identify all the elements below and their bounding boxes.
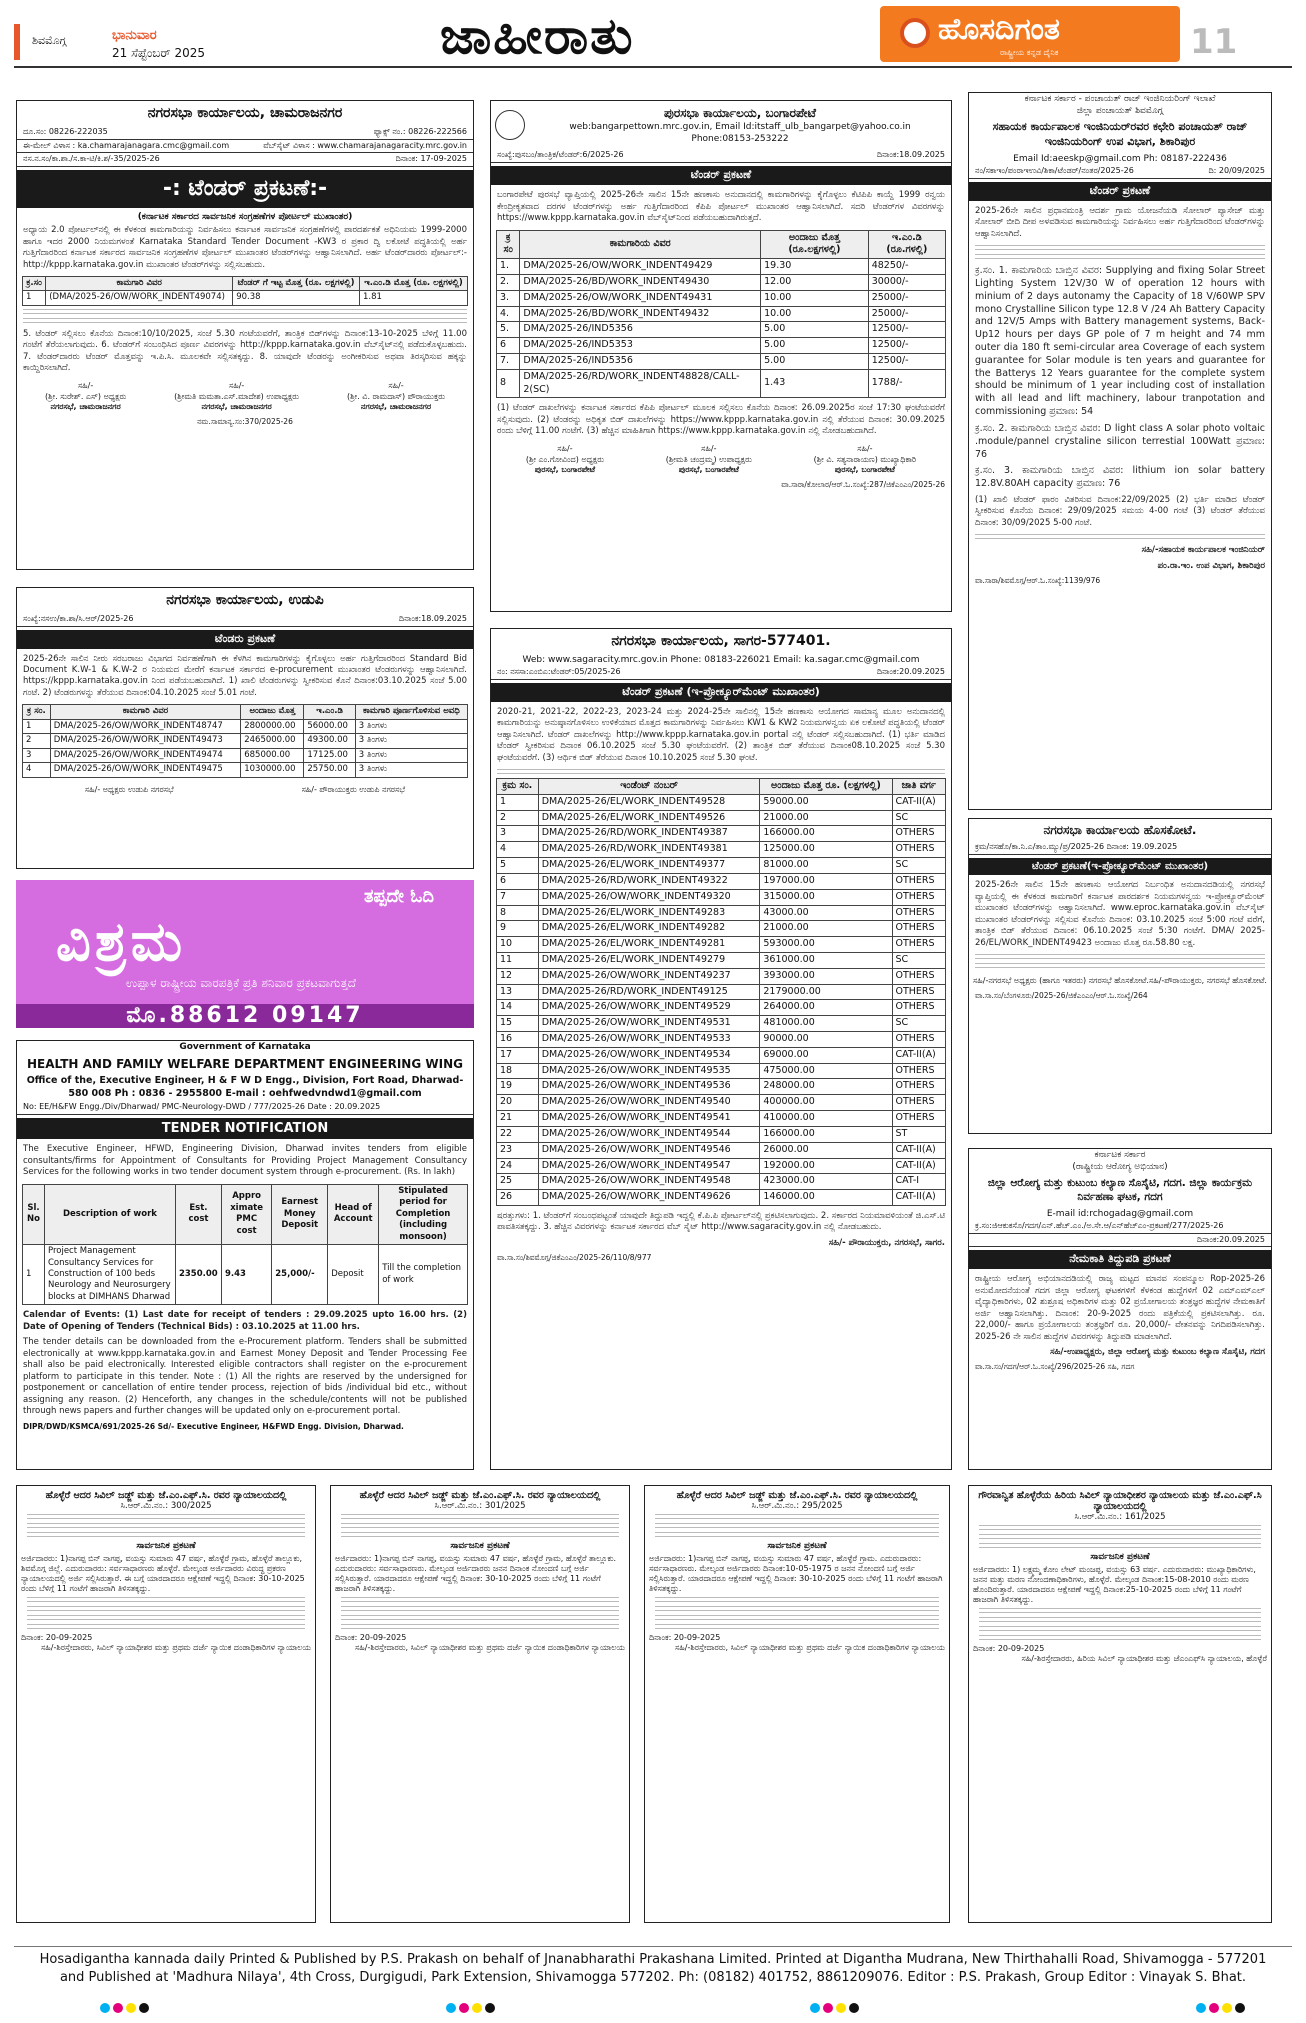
gov-sublabel: (ರಾಷ್ಟ್ರೀಯ ಆರೋಗ್ಯ ಅಭಿಯಾನ) — [1072, 1162, 1168, 1173]
notice-title: ಸಾರ್ವಜನಿಕ ಪ್ರಕಟಣೆ — [1090, 1552, 1150, 1562]
table-row: 11 DMA/2025-26/EL/WORK_INDENT49279 361000.00 SC — [497, 952, 946, 968]
work-item: ಕ್ರ.ಸಂ. 1. ಕಾಮಗಾರಿಯ ಬಾಬ್ತಿನ ವಿವರ: Supplying and fixing Solar Street Lighting System 12V/30 W of operation 12 hours with minium of 2 days autonamy the Capacity of 18 V/60WP SPV mono Crystalline Silicon type 12.8 V /24 Ah Battery Capacity and 12V/5 Amps with Battery management systems, Back-Up12 hours per days GP pole of 7 m height and 74 mm outer dia 180 ft semi-circular area Coverage of each system guarantee for Solar module is ten years and guarantee for the Batterys 12 Years guarantee for the complete system should be minimum of 1 year including cost of installation with all lead and lift machinery, labour tranpotation and commissioning ಪ್ರಮಾಣ: 54 — [975, 265, 1265, 418]
table-row: 4 DMA/2025-26/OW/WORK_INDENT49475 1030000.00 25750.00 3 ತಿಂಗಳು — [23, 763, 468, 777]
ref-date: ದಿನಾಂಕ:20.09.2025 — [969, 1234, 1271, 1248]
contact-web: ವೆಬ್‌ಸೈಟ್ ವಿಳಾಸ : www.chamarajanagaracity.mrc.gov.in — [263, 140, 467, 150]
table-row: 14 DMA/2025-26/OW/WORK_INDENT49529 264000.00 OTHERS — [497, 1000, 946, 1016]
tender-table: ಕ್ರ ಸಂ ಕಾಮಗಾರಿಯ ವಿವರ ಅಂದಾಜು ಮೊತ್ತ (ರೂ.ಲಕ್ಷಗಳಲ್ಲಿ) ಇ.ಎಂ.ಡಿ (ರೂ.ಗಳಲ್ಲಿ) 1. DMA/2025-26/OW/WORK_INDENT49429 19.30 48250/- 2. DMA/2025-26/BD/WORK_INDENT49430 12.00 30000/- 3. DMA/2025-26/OW/WORK_INDENT49431 10.00 25000/- 4. DMA/2025-26/BD/WORK_INDENT49432 10.00 25000/- 5. DMA/2025-26/IND5356 5.00 12500/- 6 DMA/2025-26/IND5353 5.00 12500/- 7. DMA/2025-26/IND5356 5.00 12500/- 8 DMA/2025-26/RD/WORK_INDENT48828/CALL-2(SC) 1.43 1788/- — [496, 230, 946, 399]
logo-emblem-icon — [900, 18, 930, 48]
signature-block: ಸಹಿ/-ಶಿರಸ್ತೇದಾರರು, ಸಿವಿಲ್ ನ್ಯಾಯಾಧೀಶರ ಮತ್ತು ಪ್ರಥಮ ದರ್ಜೆ ನ್ಯಾಯಿಕ ದಂಡಾಧಿಕಾರಿಗಳ ನ್ಯಾಯಾಲಯ — [355, 1643, 625, 1652]
table-row: 7 DMA/2025-26/OW/WORK_INDENT49320 315000.00 OTHERS — [497, 889, 946, 905]
contact-web: web:bangarpettown.mrc.gov.in, Email Id:itstaff_ulb_bangarpet@yahoo.co.in — [569, 122, 911, 133]
work-item: ಕ್ರ.ಸಂ. 2. ಕಾಮಗಾರಿಯ ಬಾಬ್ತಿನ ವಿವರ: D light class A solar photo voltaic .module/pannel crystaline silicon terrestial 100Watt ಪ್ರಮಾಣ: 76 — [975, 422, 1265, 460]
accent-bar — [14, 24, 20, 60]
signature-row — [17, 781, 473, 798]
table-row: 15 DMA/2025-26/OW/WORK_INDENT49531 481000.00 SC — [497, 1016, 946, 1032]
signature-block: ಸಹಿ/-ಪೌರಾಯುಕ್ತರು, ನಗರಸಭೆ ಹೊಸಕೋಟೆ. — [1148, 976, 1267, 986]
table-row: 10 DMA/2025-26/EL/WORK_INDENT49281 593000.00 OTHERS — [497, 937, 946, 953]
ad-subtitle: (ಕರ್ನಾಟಕ ಸರ್ಕಾರದ ಸಾರ್ವಜನಿಕ ಸಂಗ್ರಹಣೆಗಳ ಪೋರ್ಟಲ್ ಮುಖಾಂತರ) — [137, 211, 353, 222]
gov-label: ಕರ್ನಾಟಕ ಸರ್ಕಾರ — [1094, 1150, 1146, 1160]
ad-footer: ನಮ.ಸಾಮಾನ್ಯ.ಸಂ:370/2025-26 — [197, 417, 293, 427]
ref-number: ನಂ/ಸಕಾಇಂ/ಪಂರಾಇಉವಿ/ಶಿಕಾ/ಟೆಂಡರ್/ನಂತರ/2025-26 — [975, 166, 1134, 176]
edition-day: ಭಾನುವಾರ — [112, 28, 157, 43]
table-row: 5. DMA/2025-26/IND5356 5.00 12500/- — [497, 322, 946, 338]
table-row: 22 DMA/2025-26/OW/WORK_INDENT49544 166000.00 ST — [497, 1126, 946, 1142]
case-number: ಸಿ.ಆರ್.ಮಿ.ನಂ.: 295/2025 — [751, 1501, 843, 1511]
ad-body: ಬಂಗಾರಪೇಟೆ ಪುರಸಭೆ ವ್ಯಾಪ್ತಿಯಲ್ಲಿ 2025-26ನೇ ಸಾಲಿನ 15ನೇ ಹಣಕಾಸು ಅನುದಾನದಲ್ಲಿ ಕಾಮಗಾರಿಗಳನ್ನು ಕೈಗೊಳ್ಳಲು ಕೆಟಿಪಿಪಿ ಕಾಯ್ದೆ 1999 ರನ್ವಯ ಕೇಂದ್ರೀಕೃತವಾದ ದರಗಳ ಟೆಂಡರ್‌ಗಳನ್ನು ಅರ್ಹ ಗುತ್ತಿಗೆದಾರರಿಂದ ಕೆಪಿಪಿ ಪೋರ್ಟಲ್ ಮುಖಾಂತರ ಆಹ್ವಾನಿಸಲಾಗಿದೆ. ಸದರಿ ಟೆಂಡರ್‌ಗಳ ವಿವರಗಳನ್ನು https://www.kppp.karnataka.gov.in ವೆಬ್‌ಸೈಟ್‌ನಿಂದ ಪಡೆಯಬಹುದಾಗಿರುತ್ತದೆ. — [497, 190, 945, 224]
court-heading: ಹೊಳ್ಳೆರೆ ಆದರ ಸಿವಿಲ್ ಜಡ್ಜ್ ಮತ್ತು ಜೆ.ಎಂ.ಎಫ್.ಸಿ. ರವರ ನ್ಯಾಯಾಲಯದಲ್ಲಿ — [676, 1490, 918, 1501]
tender-banner: -: ಟೆಂಡರ್ ಪ್ರಕಟಣೆ:- — [17, 170, 473, 208]
logo-tagline: ರಾಷ್ಟ್ರೀಯ ಕನ್ನಡ ದೈನಿಕ — [1000, 48, 1059, 57]
case-number: ಸಿ.ಆರ್.ಮಿ.ನಂ.: 301/2025 — [434, 1501, 526, 1511]
edition-place: ಶಿವಮೊಗ್ಗ — [32, 34, 67, 47]
signature-block: ಸಹಿ/- (ಶ್ರೀ. ವಿ. ರಾಮದಾಸ್) ಪೌರಾಯುಕ್ತರು ನಗರಸಭೆ, ಚಾಮರಾಜನಗರ — [347, 380, 446, 412]
table-row: 23 DMA/2025-26/OW/WORK_INDENT49546 26000.00 CAT-II(A) — [497, 1142, 946, 1158]
office-address: Office of the, Executive Engineer, H & F W D Engg., Division, Fort Road, Dharwad-580 008 Ph : 0836 - 2955800 E-mail : oehfwedvndwd1@gmail.com — [26, 1075, 464, 1100]
table-row: 9 DMA/2025-26/EL/WORK_INDENT49282 21000.00 OTHERS — [497, 921, 946, 937]
footer-line: Hosadigantha kannada daily Printed & Published by P.S. Prakash on behalf of Jnanabharathi Prakashana Limited. Printed at Digantha Mudrana, New Thirthahalli Road, Shivamogga - 577201 — [39, 1952, 1267, 1967]
notice-body: ಅರ್ಜಿದಾರರು: 1) ಲಕ್ಷ್ಮಮ್ಮ ಕೋಂ ಲೇಟ್ ಮಂಜಪ್ಪ, ವಯಸ್ಸು 63 ವರ್ಷ. ಎದುರುದಾರರು: ಮುಖ್ಯಾಧಿಕಾರಿಗಳು, ಜನನ ಮತ್ತು ಮರಣ ನೋಂದಣಾಧಿಕಾರಿಗಳು, ಹೊಳ್ಳೆರೆ. ಮೇಲ್ಕಂಡ ದಿನಾಂಕ:15-08-2010 ರಂದು ಮರಣ ಹೊಂದಿರುತ್ತಾರೆ. ಯಾರದಾದರೂ ಆಕ್ಷೇಪಣೆ ಇದ್ದಲ್ಲಿ ದಿನಾಂಕ:25-10-2025 ರಂದು ಬೆಳಿಗ್ಗೆ 11 ಗಂಟೆಗೆ ಹಾಜರಾಗಿ ತಿಳಿಸತಕ್ಕದ್ದು. — [973, 1565, 1256, 1604]
ad-title: ಜಿಲ್ಲಾ ಆರೋಗ್ಯ ಮತ್ತು ಕುಟುಂಬ ಕಲ್ಯಾಣ ಸೊಸೈಟಿ, ಗದಗ. ಜಿಲ್ಲಾ ಕಾರ್ಯಕ್ರಮ ನಿರ್ವಹಣಾ ಘಟಕ, ಗದಗ — [987, 1177, 1253, 1204]
notice-title: ಸಾರ್ವಜನಿಕ ಪ್ರಕಟಣೆ — [136, 1541, 196, 1551]
contact-web: Web: www.sagaracity.mrc.gov.in Phone: 08183-226021 Email: ka.sagar.cmc@gmail.com — [522, 654, 920, 665]
signature-row — [491, 440, 951, 478]
ad-body: 2025-26ನೇ ಸಾಲಿನ ನೀರು ಸರಬರಾಜು ವಿಭಾಗದ ನಿರ್ವಹಣೆಗಾಗಿ ಈ ಕೆಳಗಿನ ಕಾಮಗಾರಿಗಳನ್ನು ಕೈಗೊಳ್ಳಲು ಅರ್ಹ ಗುತ್ತಿಗೆದಾರರಿಂದ Standard Bid Document K.W-1 & K.W-2 ರ ನಿಯಮದ ಮೇರೆಗೆ ಕರ್ನಾಟಕ ಸರ್ಕಾರದ e-procurement ಮುಖಾಂತರ ಟೆಂಡರುಗಳನ್ನು ಆಹ್ವಾನಿಸಲಾಗಿದೆ. https://kppp.karnataka.gov.in ನಿಂದ ಪಡೆಯಬಹುದಾಗಿದೆ. 1) ಖಾಲಿ ಟೆಂಡರುಗಳನ್ನು ಸ್ವೀಕರಿಸುವ ಕೊನೆ ದಿನಾಂಕ:03.10.2025 ಸಂಜೆ 5.00 ಗಂಟೆ. 2) ಟೆಂಡರುಗಳನ್ನು ತೆರೆಯುವ ದಿನಾಂಕ:04.10.2025 ಸಂಜೆ 5.01 ಗಂಟೆ. — [23, 653, 467, 698]
court-notice — [16, 1485, 316, 1923]
ad-title: HEALTH AND FAMILY WELFARE DEPARTMENT ENGINEERING WING — [27, 1057, 463, 1072]
ad-title: ನಗರಸಭಾ ಕಾರ್ಯಾಲಯ ಹೊಸಕೋಟೆ. — [1043, 823, 1197, 837]
notice-body: ಅರ್ಜಿದಾರರು: 1)ನಾಗಪ್ಪ ಬಿನ್ ನಾಗಪ್ಪ, ವಯಸ್ಸು ಸುಮಾರು 47 ವರ್ಷ, ಹೊಳ್ಳೆರೆ ಗ್ರಾಮ. ಎದುರುದಾರರು: ಸರ್ವಸಾಧಾರಣರು. ಮೇಲ್ಕಂಡ ಅರ್ಜಿದಾರರು ದಿನಾಂಕ:10-05-1975 ರ ಜನನ ನೋಂದಣಿ ಬಗ್ಗೆ ಅರ್ಜಿ ಸಲ್ಲಿಸಿರುತ್ತಾರೆ. ಯಾರದಾದರೂ ಆಕ್ಷೇಪಣೆ ಇದ್ದಲ್ಲಿ ದಿನಾಂಕ: 30-10-2025 ರಂದು ಬೆಳಿಗ್ಗೆ 11 ಗಂಟೆಗೆ ಹಾಜರಾಗಿ ತಿಳಿಸತಕ್ಕದ್ದು. — [649, 1554, 943, 1593]
ref-date: ದಿನಾಂಕ:18.09.2025 — [876, 150, 945, 160]
ad-shikaripura — [968, 92, 1272, 810]
table-row: 19 DMA/2025-26/OW/WORK_INDENT49536 248000.00 OTHERS — [497, 1079, 946, 1095]
registration-marks — [1196, 2003, 1245, 2013]
tender-banner: ಟೆಂಡರ್ ಪ್ರಕಟಣೆ (ಇ-ಪ್ರೋಕ್ಯೂರ್‌ಮೆಂಟ್ ಮುಖಾಂತರ) — [491, 683, 951, 702]
ref-number: ಕ್ರ.ಸಂ:ಜಿಆಕುಕಸೊ/ಗದಗ/ಎನ್.ಹೆಚ್.ಎಂ./ಅ.ಸೇ.ಆ/ಎನ್‌ಹೆಚ್‌ಎಂ-ಪ್ರಕಟಣೆ/277/2025-26 — [969, 1220, 1271, 1234]
newspaper-logo — [880, 6, 1180, 62]
table-header: ಕ್ರ.ಸಂ — [23, 276, 46, 290]
masthead — [0, 0, 1306, 66]
ad-notes: The tender details can be downloaded from the e-Procurement platform. Tenders shall be submitted electronically at www.kppp.karnataka.gov.in and Earnest Money Deposit and Tender Processing Fee shall also be paid electronically. Interested eligible contractors shall register on the e-procurement platform to participate in this tender. Note : (1) All the rights are reserved by the undersigned for postponement or cancellation of entire tender process, rejection of bids /individual bid etc., without assigning any reason. (2) Henceforth, any changes in the schedule/contents will not be published through news papers and further changes will be updated only on e-procurement portal. — [23, 1337, 467, 1417]
table-row: 8 DMA/2025-26/EL/WORK_INDENT49283 43000.00 OTHERS — [497, 905, 946, 921]
table-row: 7. DMA/2025-26/IND5356 5.00 12500/- — [497, 354, 946, 370]
contact-fax: ಫ್ಯಾಕ್ಸ್ ನಂ.: 08226-222566 — [373, 126, 467, 136]
signature-office: ಪಂ.ರಾ.ಇಂ. ಉಪ ವಿಭಾಗ, ಶಿಕಾರಿಪುರ — [1157, 560, 1265, 571]
ref-date: ದಿನಾಂಕ:20.09.2025 — [876, 667, 945, 677]
ad-notes: 5. ಟೆಂಡರ್ ಸಲ್ಲಿಸಲು ಕೊನೆಯ ದಿನಾಂಕ:10/10/2025, ಸಂಜೆ 5.30 ಗಂಟೆಯವರೆಗೆ, ತಾಂತ್ರಿಕ ಬಿಡ್‌ಗಳನ್ನು ದಿನಾಂಕ:13-10-2025 ಬೆಳಿಗ್ಗೆ 11.00 ಗಂಟೆಗೆ ತೆರೆಯಲಾಗುವುದು. 6. ಟೆಂಡರ್‌ಗೆ ಸಂಬಂಧಿಸಿದ ಪೂರ್ಣ ವಿವರಗಳನ್ನು http://kppp.karnataka.gov.in ವೆಬ್‌ಸೈಟ್‌ನಲ್ಲಿ ಪಡೆದುಕೊಳ್ಳಬಹುದು. 7. ಟೆಂಡರ್‌ದಾರರು ಟೆಂಡರ್ ಮೊತ್ತವನ್ನು ಇ.ಪಿ.ಸಿ. ಮೂಲಕವೇ ಸಲ್ಲಿಸತಕ್ಕದ್ದು. 8. ಯಾವುದೇ ಟೆಂಡರನ್ನು ಅಂಗೀಕರಿಸುವ ಅಥವಾ ತಿರಸ್ಕರಿಸುವ ಹಕ್ಕನ್ನು ಕಾಯ್ದಿರಿಸಲಾಗಿದೆ. — [23, 328, 467, 374]
ref-number: ಸಂಖ್ಯೆ:ನಸಉ/ಕಾ.ಶಾ/ಸಿ.ಆರ್/2025-26 — [23, 613, 134, 623]
ad-footer: ವಾ.ಸಾ.ಸಂ/ಬೆಂಗಳೂರು/2025-26/ಜಿಕೆಎಂಎಂ/ಆರ್.ಓ.ಸಂಖ್ಯೆ/264 — [975, 991, 1148, 1001]
ad-footer: ವಾ.ಸಾರಾ/ಕೋಲಾರ/ಆರ್.ಓ.ಸಂಖ್ಯೆ:287/ಜಿಕೆಎಂಎಂ/2025-26 — [781, 480, 945, 490]
table-row: 8 DMA/2025-26/RD/WORK_INDENT48828/CALL-2(SC) 1.43 1788/- — [497, 369, 946, 398]
ref-line: No: EE/H&FW Engg./Div/Dharwad/ PMC-Neurology-DWD / 777/2025-26 Date : 20.09.2025 — [17, 1101, 473, 1115]
ref-number: ನಂ: ನಸಸಾ:ಎಂಬಿಎ:ಟೆಂಡರ್:05/2025-26 — [497, 667, 621, 677]
tender-banner: ಟೆಂಡರ್ ಪ್ರಕಟಣೆ — [491, 166, 951, 185]
ref-date: ದಿನಾಂಕ:18.09.2025 — [398, 613, 467, 623]
table-header: ಕಾಮಗಾರಿ ವಿವರ — [46, 276, 233, 290]
ad-phone: ಮೊ.88612 09147 — [16, 1004, 474, 1028]
signature-block: ಸಹಿ/-ಶಿರಸ್ತೇದಾರರು, ಹಿರಿಯ ಸಿವಿಲ್ ನ್ಯಾಯಾಧೀಶರ ಮತ್ತು ಜೆಎಂಎಫ್‌ಸಿ ನ್ಯಾಯಾಲಯ, ಹೊಳ್ಳೆರೆ — [1021, 1654, 1267, 1663]
signature-block: ಸಹಿ/- ಅಧ್ಯಕ್ಷರು ಉಡುಪಿ ನಗರಸಭೆ — [84, 784, 174, 794]
court-heading: ಹೊಳ್ಳೆರೆ ಆದರ ಸಿವಿಲ್ ಜಡ್ಜ್ ಮತ್ತು ಜೆ.ಎಂ.ಎಫ್.ಸಿ. ರವರ ನ್ಯಾಯಾಲಯದಲ್ಲಿ — [45, 1490, 287, 1501]
table-row: 24 DMA/2025-26/OW/WORK_INDENT49547 192000.00 CAT-II(A) — [497, 1158, 946, 1174]
ad-title: ಪುರಸಭಾ ಕಾರ್ಯಾಲಯ, ಬಂಗಾರಪೇಟೆ — [664, 106, 816, 120]
table-row: 1 DMA/2025-26/EL/WORK_INDENT49528 59000.00 CAT-II(A) — [497, 794, 946, 810]
gov-label: ಕರ್ನಾಟಕ ಸರ್ಕಾರ - ಪಂಚಾಯತ್ ರಾಜ್ ಇಂಜಿನಿಯರಿಂಗ್ ಇಲಾಖೆ — [1024, 94, 1216, 104]
table-row: 3 DMA/2025-26/RD/WORK_INDENT49387 166000.00 OTHERS — [497, 826, 946, 842]
signature-block: ಸಹಿ/- (ಶ್ರೀ ಎಂ.ಗೋವಿಂದ) ಅಧ್ಯಕ್ಷರು ಪುರಸಭೆ, ಬಂಗಾರಪೇಟೆ — [525, 443, 605, 475]
ad-notes: (1) ಖಾಲಿ ಟೆಂಡರ್ ಫಾರಂ ವಿತರಿಸುವ ದಿನಾಂಕ:22/09/2025 (2) ಭರ್ತಿ ಮಾಡಿದ ಟೆಂಡರ್ ಸ್ವೀಕರಿಸುವ ಕೊನೆಯ ದಿನಾಂಕ: 29/09/2025 ಸಮಯ 4-00 ಗಂಟೆ (3) ಟೆಂಡರ್ ತೆರೆಯುವ ದಿನಾಂಕ: 30/09/2025 5-00 ಗಂಟೆ. — [975, 494, 1265, 528]
ad-title: ನಗರಸಭಾ ಕಾರ್ಯಾಲಯ, ಉಡುಪಿ — [166, 592, 324, 608]
table-row: 12 DMA/2025-26/OW/WORK_INDENT49237 393000.00 OTHERS — [497, 968, 946, 984]
table-row: 1 Project Management Consultancy Services for Construction of 100 beds Neurology and Neurosurgery blocks at DIMHANS Dharwad 2350.00 9.43 25,000/- Deposit Till the completion of work — [23, 1245, 468, 1305]
ad-chamarajanagar — [16, 100, 474, 570]
work-item: ಕ್ರ.ಸಂ. 3. ಕಾಮಗಾರಿಯ ಬಾಬ್ತಿನ ವಿವರ: lithium ion solar battery 12.8V.80AH capacity ಪ್ರಮಾಣ: 76 — [975, 465, 1265, 490]
notice-banner: ನೇಮಕಾತಿ ತಿದ್ದುಪಡಿ ಪ್ರಕಟಣೆ — [969, 1250, 1271, 1269]
table-row: 17 DMA/2025-26/OW/WORK_INDENT49534 69000.00 CAT-II(A) — [497, 1047, 946, 1063]
ad-title: ನಗರಸಭಾ ಕಾರ್ಯಾಲಯ, ಸಾಗರ-577401. — [611, 633, 831, 649]
ad-gadag — [968, 1148, 1272, 1470]
registration-marks — [100, 2003, 149, 2013]
table-row: 18 DMA/2025-26/OW/WORK_INDENT49535 475000.00 OTHERS — [497, 1063, 946, 1079]
ad-hosakote — [968, 818, 1272, 1134]
contact-email: ಈ-ಮೇಲ್ ವಿಳಾಸ : ka.chamarajanagara.cmc@gmail.com — [23, 140, 230, 150]
table-row: 13 DMA/2025-26/RD/WORK_INDENT49125 2179000.00 OTHERS — [497, 984, 946, 1000]
notice-body: ಅರ್ಜಿದಾರರು: 1)ನಾಗಪ್ಪ ಬಿನ್ ನಾಗಪ್ಪ, ವಯಸ್ಸು ಸುಮಾರು 47 ವರ್ಷ, ಹೊಳ್ಳೆರೆ ಗ್ರಾಮ, ಹೊಳ್ಳೆರೆ ತಾಲ್ಲೂಕು. ಎದುರುದಾರರು: ಸರ್ವಸಾಧಾರಣರು. ಮೇಲ್ಕಂಡ ಅರ್ಜಿದಾರರು ಜನನ ದಿನಾಂಕ ನೋಂದಣಿ ಬಗ್ಗೆ ಅರ್ಜಿ ಸಲ್ಲಿಸಿರುತ್ತಾರೆ. ಯಾರದಾದರೂ ಆಕ್ಷೇಪಣೆ ಇದ್ದಲ್ಲಿ ದಿನಾಂಕ: 30-10-2025 ರಂದು ಬೆಳಿಗ್ಗೆ 11 ಗಂಟೆಗೆ ಹಾಜರಾಗಿ ತಿಳಿಸತಕ್ಕದ್ದು. — [335, 1554, 617, 1593]
tender-table: ಕ್ರಮ ಸಂ. ಇಂಡೆಂಟ್ ನಂಬರ್ ಅಂದಾಜು ಮೊತ್ತ ರೂ. (ಲಕ್ಷಗಳಲ್ಲಿ) ಜಾತಿ ವರ್ಗ 1 DMA/2025-26/EL/WORK_INDENT49528 59000.00 CAT-II(A) 2 DMA/2025-26/EL/WORK_INDENT49526 21000.00 SC 3 DMA/2025-26/RD/WORK_INDENT49387 166000.00 OTHERS 4 DMA/2025-26/RD/WORK_INDENT49381 125000.00 OTHERS 5 DMA/2025-26/EL/WORK_INDENT49377 81000.00 SC 6 DMA/2025-26/RD/WORK_INDENT49322 197000.00 OTHERS 7 DMA/2025-26/OW/WORK_INDENT49320 315000.00 OTHERS 8 DMA/2025-26/EL/WORK_INDENT49283 43000.00 OTHERS 9 DMA/2025-26/EL/WORK_INDENT49282 21000.00 OTHERS 10 DMA/2025-26/EL/WORK_INDENT49281 593000.00 OTHERS 11 DMA/2025-26/EL/WORK_INDENT49279 361000.00 SC 12 DMA/2025-26/OW/WORK_INDENT49237 393000.00 OTHERS 13 DMA/2025-26/RD/WORK_INDENT49125 2179000.00 OTHERS 14 DMA/2025-26/OW/WORK_INDENT49529 264000.00 OTHERS 15 DMA/2025-26/OW/WORK_INDENT49531 481000.00 SC 16 DMA/2025-26/OW/WORK_INDENT49533 90000.00 OTHERS 17 DMA/2025-26/OW/WORK_INDENT49534 69000.00 CAT-II(A) 18 DMA/2025-26/OW/WORK_INDENT49535 475000.00 OTHERS 19 DMA/2025-26/OW/WORK_INDENT49536 248000.00 OTHERS 20 DMA/2025-26/OW/WORK_INDENT49540 400000.00 OTHERS 21 DMA/2025-26/OW/WORK_INDENT49541 410000.00 OTHERS 22 DMA/2025-26/OW/WORK_INDENT49544 166000.00 ST 23 DMA/2025-26/OW/WORK_INDENT49546 26000.00 CAT-II(A) 24 DMA/2025-26/OW/WORK_INDENT49547 192000.00 CAT-II(A) 25 DMA/2025-26/OW/WORK_INDENT49548 423000.00 CAT-I 26 DMA/2025-26/OW/WORK_INDENT49626 146000.00 CAT-II(A) — [496, 778, 946, 1206]
ad-udupi — [16, 587, 474, 869]
signature-block: ಸಹಿ/-ಶಿರಸ್ತೇದಾರರು, ಸಿವಿಲ್ ನ್ಯಾಯಾಧೀಶರ ಮತ್ತು ಪ್ರಥಮ ದರ್ಜೆ ನ್ಯಾಯಿಕ ದಂಡಾಧಿಕಾರಿಗಳ ನ್ಯಾಯಾಲಯ — [675, 1643, 945, 1652]
ad-title: ಸಹಾಯಕ ಕಾರ್ಯಪಾಲಕ ಇಂಜಿನಿಯರ್‌ರವರ ಕಛೇರಿ ಪಂಚಾಯತ್ ರಾಜ್ ಇಂಜಿನಿಯರಿಂಗ್ ಉಪ ವಿಭಾಗ, ಶಿಕಾರಿಪುರ — [992, 120, 1248, 149]
table-row: 1 (DMA/2025-26/OW/WORK_INDENT49074) 90.38 1.81 — [23, 291, 468, 305]
registration-marks — [446, 2003, 495, 2013]
notice-body: ಅರ್ಜಿದಾರರು: 1)ನಾಗಪ್ಪ ಬಿನ್ ನಾಗಪ್ಪ, ವಯಸ್ಸು ಸುಮಾರು 47 ವರ್ಷ, ಹೊಳ್ಳೆರೆ ಗ್ರಾಮ, ಹೊಳ್ಳೆರೆ ತಾಲ್ಲೂಕು, ಶಿವಮೊಗ್ಗ ಜಿಲ್ಲೆ. ಎದುರುದಾರರು: ಸರ್ವಸಾಧಾರಣರು ಹೊಳ್ಳೆರೆ. ಮೇಲ್ಕಂಡ ಅರ್ಜಿದಾರರು ವಿರುದ್ಧ ಪ್ರಕರಣ ನ್ಯಾಯಾಲಯದಲ್ಲಿ ಅರ್ಜಿ ಸಲ್ಲಿಸಿರುತ್ತಾರೆ. ಈ ಬಗ್ಗೆ ಯಾರದಾದರೂ ಆಕ್ಷೇಪಣೆ ಇದ್ದಲ್ಲಿ ದಿನಾಂಕ: 30-10-2025 ರಂದು ಬೆಳಿಗ್ಗೆ 11 ಗಂಟೆಗೆ ಹಾಜರಾಗಿ ತಿಳಿಸತಕ್ಕದ್ದು. — [21, 1554, 305, 1593]
page-title: ಜಾಹೀರಾತು — [440, 6, 635, 65]
ref-number: ಸಂಖ್ಯೆ:ಪುಸಬಂ/ತಾಂತ್ರಿಕ/ಟೆಂಡರ್:6/2025-26 — [497, 150, 624, 160]
footer-line: and Published at 'Madhura Nilaya', 4th Cross, Durgigudi, Park Extension, Shivamogga 577202. Ph: (08182) 401752, 8861209076. Editor : P.S. Prakash, Group Editor : Vinayak S. Bhat. — [59, 1970, 1247, 1986]
table-row: 3 DMA/2025-26/OW/WORK_INDENT49474 685000.00 17125.00 3 ತಿಂಗಳು — [23, 748, 468, 762]
contact-email: E-mail id:rchogadag@gmail.com — [1046, 1208, 1194, 1219]
masthead-divider — [14, 66, 1292, 68]
table-header: ಟೆಂಡರ್ ಗೆ ಇಟ್ಟ ಮೊತ್ತ (ರೂ. ಲಕ್ಷಗಳಲ್ಲಿ) — [233, 276, 360, 290]
signature-block: ಸಹಿ/-ಶಿರಸ್ತೇದಾರರು, ಸಿವಿಲ್ ನ್ಯಾಯಾಧೀಶರ ಮತ್ತು ಪ್ರಥಮ ದರ್ಜೆ ನ್ಯಾಯಿಕ ದಂಡಾಧಿಕಾರಿಗಳ ನ್ಯಾಯಾಲಯ — [41, 1643, 311, 1652]
contact-phone: ದೂ.ಸಂ: 08226-222035 — [23, 126, 108, 136]
notice-date: ದಿನಾಂಕ: 20-09-2025 — [21, 1633, 93, 1642]
ad-notes: ಷರತ್ತುಗಳು: 1. ಟೆಂಡರ್‌ಗೆ ಸಂಬಂಧಪಟ್ಟಂತೆ ಯಾವುದೇ ತಿದ್ದುಪಡಿ ಇದ್ದಲ್ಲಿ ಕೆ.ಪಿ.ಪಿ ಪೋರ್ಟಲ್‌ನಲ್ಲಿ ಪ್ರಕಟಿಸಲಾಗುವುದು. 2. ಸರ್ಕಾರದ ನಿಯಮಾವಳಿಯಂತೆ ಜಿ.ಎಸ್.ಟಿ ಪಾವತಿಸತಕ್ಕದ್ದು. 3. ಹೆಚ್ಚಿನ ವಿವರಗಳನ್ನು ಕರ್ನಾಟಕ ಸರ್ಕಾರದ ವೆಬ್ ಸೈಟ್ http://www.sagaracity.gov.in ನಲ್ಲಿ ನೋಡಬಹುದು. — [497, 1210, 945, 1233]
table-row: 3. DMA/2025-26/OW/WORK_INDENT49431 10.00 25000/- — [497, 290, 946, 306]
ad-brand: ವಿಶ್ರಮ — [56, 910, 187, 973]
ad-footer: ವಾ.ಸಾ.ಸಂ/ಶಿವಮೊಗ್ಗ/ಜಿಕೆಎಂಎಂ/2025-26/110/8/977 — [497, 1253, 652, 1263]
table-row: 21 DMA/2025-26/OW/WORK_INDENT49541 410000.00 OTHERS — [497, 1111, 946, 1127]
tender-banner: ಟೆಂಡರ್ ಪ್ರಕಟಣೆ — [969, 182, 1271, 201]
ad-body: ರಾಷ್ಟ್ರೀಯ ಆರೋಗ್ಯ ಅಭಿಯಾನದಡಿಯಲ್ಲಿ ರಾಜ್ಯ ಮಟ್ಟದ ಮಾನವ ಸಂಪನ್ಮೂಲ Rop-2025-26 ಅನುಮೋದನೆಯಂತೆ ಗದಗ ಜಿಲ್ಲಾ ಆರೋಗ್ಯ ಘಟಕಗಳಿಗೆ ಕೆಳಕಂಡ ಹುದ್ದೆಗಳಿಗೆ 02 ಎಮ್‌ಎಮ್‌ಎಲ್ ವೈದ್ಯಾಧಿಕಾರಿಗಳು, 02 ಶುಶ್ರೂಷ ಅಧಿಕಾರಿಗಳ ಮತ್ತು 02 ಪ್ರಯೋಗಾಲಯ ತಂತ್ರಜ್ಞರ ಹುದ್ದೆಗಳ ನೇಮಕಾತಿಗೆ ಅರ್ಜಿ ಆಹ್ವಾನಿಸಲಾಗಿತ್ತು. ದಿನಾಂಕ: 20-9-2025 ರಂದು ಪತ್ರಿಕೆಯಲ್ಲಿ ಪ್ರಕಟಿಸಲಾಗಿತ್ತು. ರೂ. 22,000/- ಹಾಗೂ ಪ್ರಯೋಗಾಲಯ ತಂತ್ರಜ್ಞರಿಗೆ ರೂ. 20,000/- ವೇತನವನ್ನು ನಿಗದಿಪಡಿಸಲಾಗಿತ್ತು. 2025-26 ನೇ ಸಾಲಿನ ಹುದ್ದೆಗಳ ವಿವರಗಳನ್ನು ತಿದ್ದುಪಡಿ ಮಾಡಲಾಗಿದೆ. — [975, 1274, 1265, 1342]
tender-banner: ಟೆಂಡರ್ ಪ್ರಕಟಣೆ(ಇ-ಪ್ರೋಕ್ಯೂರ್‌ಮೆಂಟ್ ಮುಖಾಂತರ) — [969, 858, 1271, 876]
tender-table: ಕ್ರ ಸಂ. ಕಾಮಗಾರಿ ವಿವರ ಅಂದಾಜು ಮೊತ್ತ ಇ.ಎಂ.ಡಿ ಕಾಮಗಾರಿ ಪೂರ್ಣಗೊಳಿಸುವ ಅವಧಿ 1 DMA/2025-26/OW/WORK_INDENT48747 2800000.00 56000.00 3 ತಿಂಗಳು 2 DMA/2025-26/OW/WORK_INDENT49473 2465000.00 49300.00 3 ತಿಂಗಳು 3 DMA/2025-26/OW/WORK_INDENT49474 685000.00 17125.00 3 ತಿಂಗಳು 4 DMA/2025-26/OW/WORK_INDENT49475 1030000.00 25750.00 3 ತಿಂಗಳು — [22, 704, 468, 777]
case-number: ಸಿ.ಆರ್.ಮಿ.ನಂ.: 161/2025 — [1074, 1512, 1166, 1522]
gov-label: Government of Karnataka — [179, 1042, 311, 1052]
ad-sagar — [490, 628, 952, 1470]
contact-phone: Phone:08153-253222 — [691, 134, 789, 145]
signature-block: ಸಹಿ/- (ಶ್ರೀ. ಸುರೇಶ್. ಎಸ್) ಅಧ್ಯಕ್ಷರು ನಗರಸಭೆ, ಚಾಮರಾಜನಗರ — [44, 380, 127, 412]
signature-block: ಸಹಿ/-ನಗರಸಭೆ ಅಧ್ಯಕ್ಷರು (ಹಾಗೂ ಇತರರು) ನಗರಸಭೆ ಹೊಸಕೋಟೆ. — [973, 976, 1149, 986]
ad-title: ನಗರಸಭಾ ಕಾರ್ಯಾಲಯ, ಚಾಮರಾಜನಗರ — [147, 105, 343, 121]
ad-body: 2025-26ನೇ ಸಾಲಿನ 15ನೇ ಹಣಕಾಸು ಆಯೋಗದ ನಿರ್ಬಂಧಿತ ಅನುದಾನದಡಿಯಲ್ಲಿ ನಗರಸಭೆ ವ್ಯಾಪ್ತಿಯಲ್ಲಿ ಈ ಕೆಳಕಂಡ ಕಾಮಗಾರಿಗೆ ಕರ್ನಾಟಕ ಪಾರದರ್ಶಕ ನಿಯಮಗಳನ್ವಯ ಇ-ಪ್ರೋಕ್ಯೂರ್‌ಮೆಂಟ್ ಮುಖಾಂತರ ಟೆಂಡರ್‌ಗಳನ್ನು ಆಹ್ವಾನಿಸಲಾಗಿದೆ. www.eproc.karnataka.gov.in ವೆಬ್‌ಸೈಟ್ ಮುಖಾಂತರ ಟೆಂಡರ್‌ಗಳನ್ನು ಸಲ್ಲಿಸುವ ಕೊನೆಯ ದಿನಾಂಕ: 03.10.2025 ಸಂಜೆ 5:00 ಗಂಟೆ ವರೆಗೆ, ತಾಂತ್ರಿಕ ಬಿಡ್ ತೆರೆಯುವ ದಿನಾಂಕ: 06.10.2025 ಸಂಜೆ 5:30 ಗಂಟೆಗೆ. DMA/ 2025-26/EL/WORK_INDENT49423 ಅಂದಾಜು ಮೊತ್ತ ರೂ.58.80 ಲಕ್ಷ. — [975, 880, 1265, 948]
table-row: 4 DMA/2025-26/RD/WORK_INDENT49381 125000.00 OTHERS — [497, 842, 946, 858]
court-heading: ಗೌರವಾನ್ವಿತ ಹೊಳ್ಳೆರೆಯ ಹಿರಿಯ ಸಿವಿಲ್ ನ್ಯಾಯಾಧೀಶರ ನ್ಯಾಯಾಲಯ ಮತ್ತು ಜೆ.ಎಂ.ಎಫ್.ಸಿ ನ್ಯಾಯಾಲಯದಲ್ಲಿ — [978, 1490, 1262, 1512]
ad-body: 2025-26ನೇ ಸಾಲಿನ ಪ್ರಧಾನಮಂತ್ರಿ ಆದರ್ಶ ಗ್ರಾಮ ಯೋಜನೆಯಡಿ ಸೋಲಾರ್ ಪ್ಯಾಸೇಜ್ ಮತ್ತು ಸೋಲಾರ್ ಬೀದಿ ದೀಪ ಅಳವಡಿಸುವ ಕಾಮಗಾರಿಯನ್ನು ನಿರ್ವಹಿಸಲು ಅರ್ಹ ಗುತ್ತಿಗೆದಾರರಿಂದ ಟೆಂಡರ್‌ಗಳನ್ನು ಆಹ್ವಾನಿಸಲಾಗಿದೆ. — [975, 205, 1265, 239]
table-row: 6 DMA/2025-26/RD/WORK_INDENT49322 197000.00 OTHERS — [497, 873, 946, 889]
ad-tagline: ತಪ್ಪದೇ ಓದಿ — [364, 886, 434, 907]
signature-block: ಸಹಿ/-ಸಹಾಯಕ ಕಾರ್ಯಪಾಲಕ ಇಂಜಿನಿಯರ್ — [1141, 545, 1265, 556]
case-number: ಸಿ.ಆರ್.ಮಿ.ನಂ.: 300/2025 — [120, 1501, 212, 1511]
table-row: 25 DMA/2025-26/OW/WORK_INDENT49548 423000.00 CAT-I — [497, 1174, 946, 1190]
table-row: 2 DMA/2025-26/OW/WORK_INDENT49473 2465000.00 49300.00 3 ತಿಂಗಳು — [23, 734, 468, 748]
court-notice — [330, 1485, 630, 1923]
contact-email: Email Id:aeeskp@gmail.com Ph: 08187-222436 — [1013, 153, 1227, 164]
table-row: 6 DMA/2025-26/IND5353 5.00 12500/- — [497, 338, 946, 354]
table-row: 1. DMA/2025-26/OW/WORK_INDENT49429 19.30 48250/- — [497, 259, 946, 275]
tender-banner: TENDER NOTIFICATION — [17, 1118, 473, 1140]
ad-body: ಅಧ್ಯಾಯ 2.0 ಪೋರ್ಟಲ್‌ನಲ್ಲಿ ಈ ಕೆಳಕಂಡ ಕಾಮಗಾರಿಯನ್ನು ನಿರ್ವಹಿಸಲು ಕರ್ನಾಟಕ ಸಾರ್ವಜನಿಕ ಸಂಗ್ರಹಣೆಗಳಲ್ಲಿ ಪಾರದರ್ಶಕತೆ ಅಧಿನಿಯಮ 1999-2000 ಹಾಗೂ ಇದರ 2000 ನಿಯಮಗಳಂತೆ Karnataka Standard Tender Document -KW3 ರ ಪ್ರಕಾರ ದ್ವಿ ಲಕೋಟೆ ಪದ್ಧತಿಯಲ್ಲಿ ಅರ್ಹ ಗುತ್ತಿಗೆದಾರರಿಂದ ಕರ್ನಾಟಕ ಸರ್ಕಾರದ ಸಾರ್ವಜನಿಕ ಸಂಗ್ರಹಣೆಗಳ ಪೋರ್ಟಲ್ ಮುಖಾಂತರ ಟೆಂಡರ್‌ಗಳನ್ನು ಆಹ್ವಾನಿಸಲಾಗಿದೆ. ಅರ್ಹ ಟೆಂಡರ್‌ದಾರರು ಪೋರ್ಟಲ್:- http://kppp.karnataka.gov.in ಮುಖಾಂತರ ಟೆಂಡರ್‌ಗಳನ್ನು ಸಲ್ಲಿಸಬಹುದು. — [23, 225, 467, 270]
signature-row — [17, 377, 473, 415]
table-row: 1 DMA/2025-26/OW/WORK_INDENT48747 2800000.00 56000.00 3 ತಿಂಗಳು — [23, 719, 468, 733]
table-header: ಇ.ಎಂ.ಡಿ ಮೊತ್ತ (ರೂ. ಲಕ್ಷಗಳಲ್ಲಿ) — [359, 276, 467, 290]
table-row: 16 DMA/2025-26/OW/WORK_INDENT49533 90000.00 OTHERS — [497, 1032, 946, 1048]
ref-date: ದಿನಾಂಕ: 17-09-2025 — [395, 154, 467, 164]
ad-body: 2020-21, 2021-22, 2022-23, 2023-24 ಮತ್ತು 2024-25ನೇ ಸಾಲಿನಲ್ಲಿ 15ನೇ ಹಣಕಾಸು ಆಯೋಗದ ಸಾಮಾನ್ಯ ಮೂಲ ಅನುದಾನದಲ್ಲಿ ಕಾಮಗಾರಿಯನ್ನು ಅನುಷ್ಠಾನಗೊಳಿಸಲು ಉಳಿಕೆಯಾದ ಮೊತ್ತದ ಕಾಮಗಾರಿಗಳನ್ನು ನಿರ್ವಹಿಸಲು KW1 & KW2 ನಿಯಮಗಳನ್ವಯ ಏಕ ಲಕೋಟೆ ಪದ್ಧತಿಯಲ್ಲಿ ಟೆಂಡರ್ ಆಹ್ವಾನಿಸಲಾಗಿದೆ. ಟೆಂಡರ್ ದಾಖಲೆಗಳನ್ನು http://www.kppp.karnataka.gov.in portal ನಲ್ಲಿ ಟೆಂಡರ್ ಸಲ್ಲಿಸಬಹುದಾಗಿದೆ. (1) ಭರ್ತಿ ಮಾಡಿದ ಟೆಂಡರ್ ಸ್ವೀಕರಿಸುವ ದಿನಾಂಕ 06.10.2025 ಸಂಜೆ 5.30 ಘಂಟೆಯವರೆಗೆ. (2) ತಾಂತ್ರಿಕ ಬಿಡ್ ತೆರೆಯುವ ದಿನಾಂಕ08.10.2025 ಸಂಜೆ 5.30 ಘಂಟೆಯವರೆಗೆ. (3) ಆರ್ಥಿಕ ಬಿಡ್ ತೆರೆಯುವ ದಿನಾಂಕ 10.10.2025 ಸಂಜೆ 5.30 ಘಂಟೆ. — [497, 706, 945, 763]
ad-notes: (1) ಟೆಂಡರ್ ದಾಖಲೆಗಳನ್ನು ಕರ್ನಾಟಕ ಸರ್ಕಾರದ ಕೆಪಿಪಿ ಪೋರ್ಟಲ್ ಮೂಲಕ ಸಲ್ಲಿಸಲು ಕೊನೆಯ ದಿನಾಂಕ: 26.09.2025ರ ಸಂಜೆ 17:30 ಘಂಟೆಯವರೆಗೆ ಸಲ್ಲಿಸುವುದು. (2) ಟೆಂಡರನ್ನು ಅಧಿಕೃತ ಬಿಡ್ ದಾಖಲೆಗಳನ್ನು https://www.kppp.karnataka.gov.in ನಲ್ಲಿ ತೆರೆಯುವ ದಿನಾಂಕ: 30.09.2025 ರಂದು ಬೆಳಿಗ್ಗೆ 11.00 ಗಂಟೆಗೆ. (3) ಹೆಚ್ಚಿನ ಮಾಹಿತಿಗಾಗಿ https://www.kppp.karnataka.gov.in ನಲ್ಲಿ ನೋಡಬಹುದಾಗಿದೆ. — [497, 403, 945, 437]
registration-marks — [810, 2003, 859, 2013]
table-row: 2 DMA/2025-26/EL/WORK_INDENT49526 21000.00 SC — [497, 810, 946, 826]
table-row: 4. DMA/2025-26/BD/WORK_INDENT49432 10.00 25000/- — [497, 306, 946, 322]
signature-block: ಸಹಿ/- (ಶ್ರೀಮತಿ ಮಮತಾ.ಎಸ್.ಮಾದೇಶ) ಉಪಾಧ್ಯಕ್ಷರು ನಗರಸಭೆ, ಚಾಮರಾಜನಗರ — [174, 380, 300, 412]
signature-row — [969, 972, 1271, 989]
signature-block: ಸಹಿ/- ಪೌರಾಯುಕ್ತರು ಉಡುಪಿ ನಗರಸಭೆ — [301, 784, 406, 794]
notice-date: ದಿನಾಂಕ: 20-09-2025 — [973, 1644, 1045, 1653]
page-footer — [14, 1946, 1292, 1987]
court-heading: ಹೊಳ್ಳೆರೆ ಆದರ ಸಿವಿಲ್ ಜಡ್ಜ್ ಮತ್ತು ಜೆ.ಎಂ.ಎಫ್.ಸಿ. ರವರ ನ್ಯಾಯಾಲಯದಲ್ಲಿ — [359, 1490, 601, 1501]
notice-date: ದಿನಾಂಕ: 20-09-2025 — [649, 1633, 721, 1642]
ad-footer: ವಾ.ಸಾ.ಸಂ/ಗದಗ/ಆರ್.ಓ.ಸಂಖ್ಯೆ/296/2025-26 ಸಹಿ, ಗದಗ — [975, 1362, 1135, 1372]
signature-block: ಸಹಿ/- ಪೌರಾಯುಕ್ತರು, ನಗರಸಭೆ, ಸಾಗರ. — [828, 1237, 945, 1248]
tender-banner: ಟೆಂಡರು ಪ್ರಕಟಣೆ — [17, 630, 473, 649]
ad-footer: ವಾ.ಸಾರಾ/ಶಿವಮೊಗ್ಗ/ಆರ್.ಓ.ಸಂಖ್ಯೆ:1139/976 — [975, 576, 1101, 586]
court-notice — [968, 1485, 1272, 1923]
table-row: 5 DMA/2025-26/EL/WORK_INDENT49377 81000.00 SC — [497, 858, 946, 874]
ad-description: ಉಪ್ಪಾಳ ರಾಷ್ಟ್ರೀಯ ವಾರಪತ್ರಿಕೆ ಪ್ರತಿ ಶನಿವಾರ ಪ್ರಕಟವಾಗುತ್ತದೆ — [126, 976, 356, 990]
calendar-events: Calendar of Events: (1) Last date for receipt of tenders : 29.09.2025 upto 16.00 hrs. (2) Date of Opening of Tenders (Technical Bids) : 03.10.2025 at 11.00 hrs. — [23, 1310, 467, 1332]
table-row: 26 DMA/2025-26/OW/WORK_INDENT49626 146000.00 CAT-II(A) — [497, 1190, 946, 1206]
ref-number: ನಸ.ನ.ಸಂ/ಕಾ.ಶಾ./ಸ.ಕಾ-ಟಿ/ಕಿ.ಶ/-35/2025-26 — [23, 154, 160, 164]
ad-body: The Executive Engineer, HFWD, Engineering Division, Dharwad invites tenders from eligible consultants/firms for Appointment of Consultants for Providing Project Management Consultancy Services for the following works in two tender document system through e-procurement. (Rs. In lakh) — [23, 1144, 467, 1178]
tender-table: Sl. No Description of work Est. cost Appro ximate PMC cost Earnest Money Deposit Head of Account Stipulated period for Completion (including monsoon) 1 Project Management Consultancy Services for Construction of 100 beds Neurology and Neurosurgery blocks at DIMHANS Dharwad 2350.00 9.43 25,000/- Deposit Till the completion of work — [22, 1184, 468, 1306]
signature-block: ಸಹಿ/- (ಶ್ರೀ ವಿ. ಸತ್ಯನಾರಾಯಣ) ಮುಖ್ಯಾಧಿಕಾರಿ ಪುರಸಭೆ, ಬಂಗಾರಪೇಟೆ — [813, 443, 917, 475]
logo-text: ಹೊಸದಿಗಂತ — [938, 12, 1060, 47]
tender-table — [22, 276, 468, 306]
emblem-icon — [495, 110, 525, 140]
gov-sublabel: ಜಿಲ್ಲಾ ಪಂಚಾಯತ್ ಶಿವಮೊಗ್ಗ — [1076, 106, 1164, 117]
signature-block: ಸಹಿ/-ಉಪಾಧ್ಯಕ್ಷರು, ಜಿಲ್ಲಾ ಆರೋಗ್ಯ ಮತ್ತು ಕುಟುಂಬ ಕಲ್ಯಾಣ ಸೊಸೈಟಿ, ಗದಗ — [1050, 1347, 1265, 1358]
ad-footer: DIPR/DWD/KSMCA/691/2025-26 Sd/- Executive Engineer, H&FWD Engg. Division, Dharwad. — [23, 1421, 404, 1431]
notice-date: ದಿನಾಂಕ: 20-09-2025 — [335, 1633, 407, 1642]
ad-bangarapete — [490, 100, 952, 612]
notice-title: ಸಾರ್ವಜನಿಕ ಪ್ರಕಟಣೆ — [450, 1541, 510, 1551]
table-row: 20 DMA/2025-26/OW/WORK_INDENT49540 400000.00 OTHERS — [497, 1095, 946, 1111]
ref-date: ದಿ: 20/09/2025 — [1208, 166, 1265, 176]
notice-title: ಸಾರ್ವಜನಿಕ ಪ್ರಕಟಣೆ — [767, 1541, 827, 1551]
ad-vishrama — [16, 880, 474, 1028]
ref-line: ಕ್ರಮ/ನಸಹೊ/ಕಾ.ನಿ.ಎ/ತಾಂ.ಮ್ಯು/ಪ್ರ/2025-26 ದಿನಾಂಕ: 19.09.2025 — [969, 841, 1271, 855]
court-notice — [644, 1485, 950, 1923]
page-number: 11 — [1190, 22, 1238, 62]
signature-block: ಸಹಿ/- (ಶ್ರೀಮತಿ ಚಂದ್ರಮ್ಮ) ಉಪಾಧ್ಯಕ್ಷರು ಪುರಸಭೆ, ಬಂಗಾರಪೇಟೆ — [665, 443, 752, 475]
edition-date: 21 ಸೆಪ್ಟೆಂಬರ್ 2025 — [112, 46, 206, 60]
ad-hfw-dharwad — [16, 1040, 474, 1470]
table-row: 2. DMA/2025-26/BD/WORK_INDENT49430 12.00 30000/- — [497, 274, 946, 290]
